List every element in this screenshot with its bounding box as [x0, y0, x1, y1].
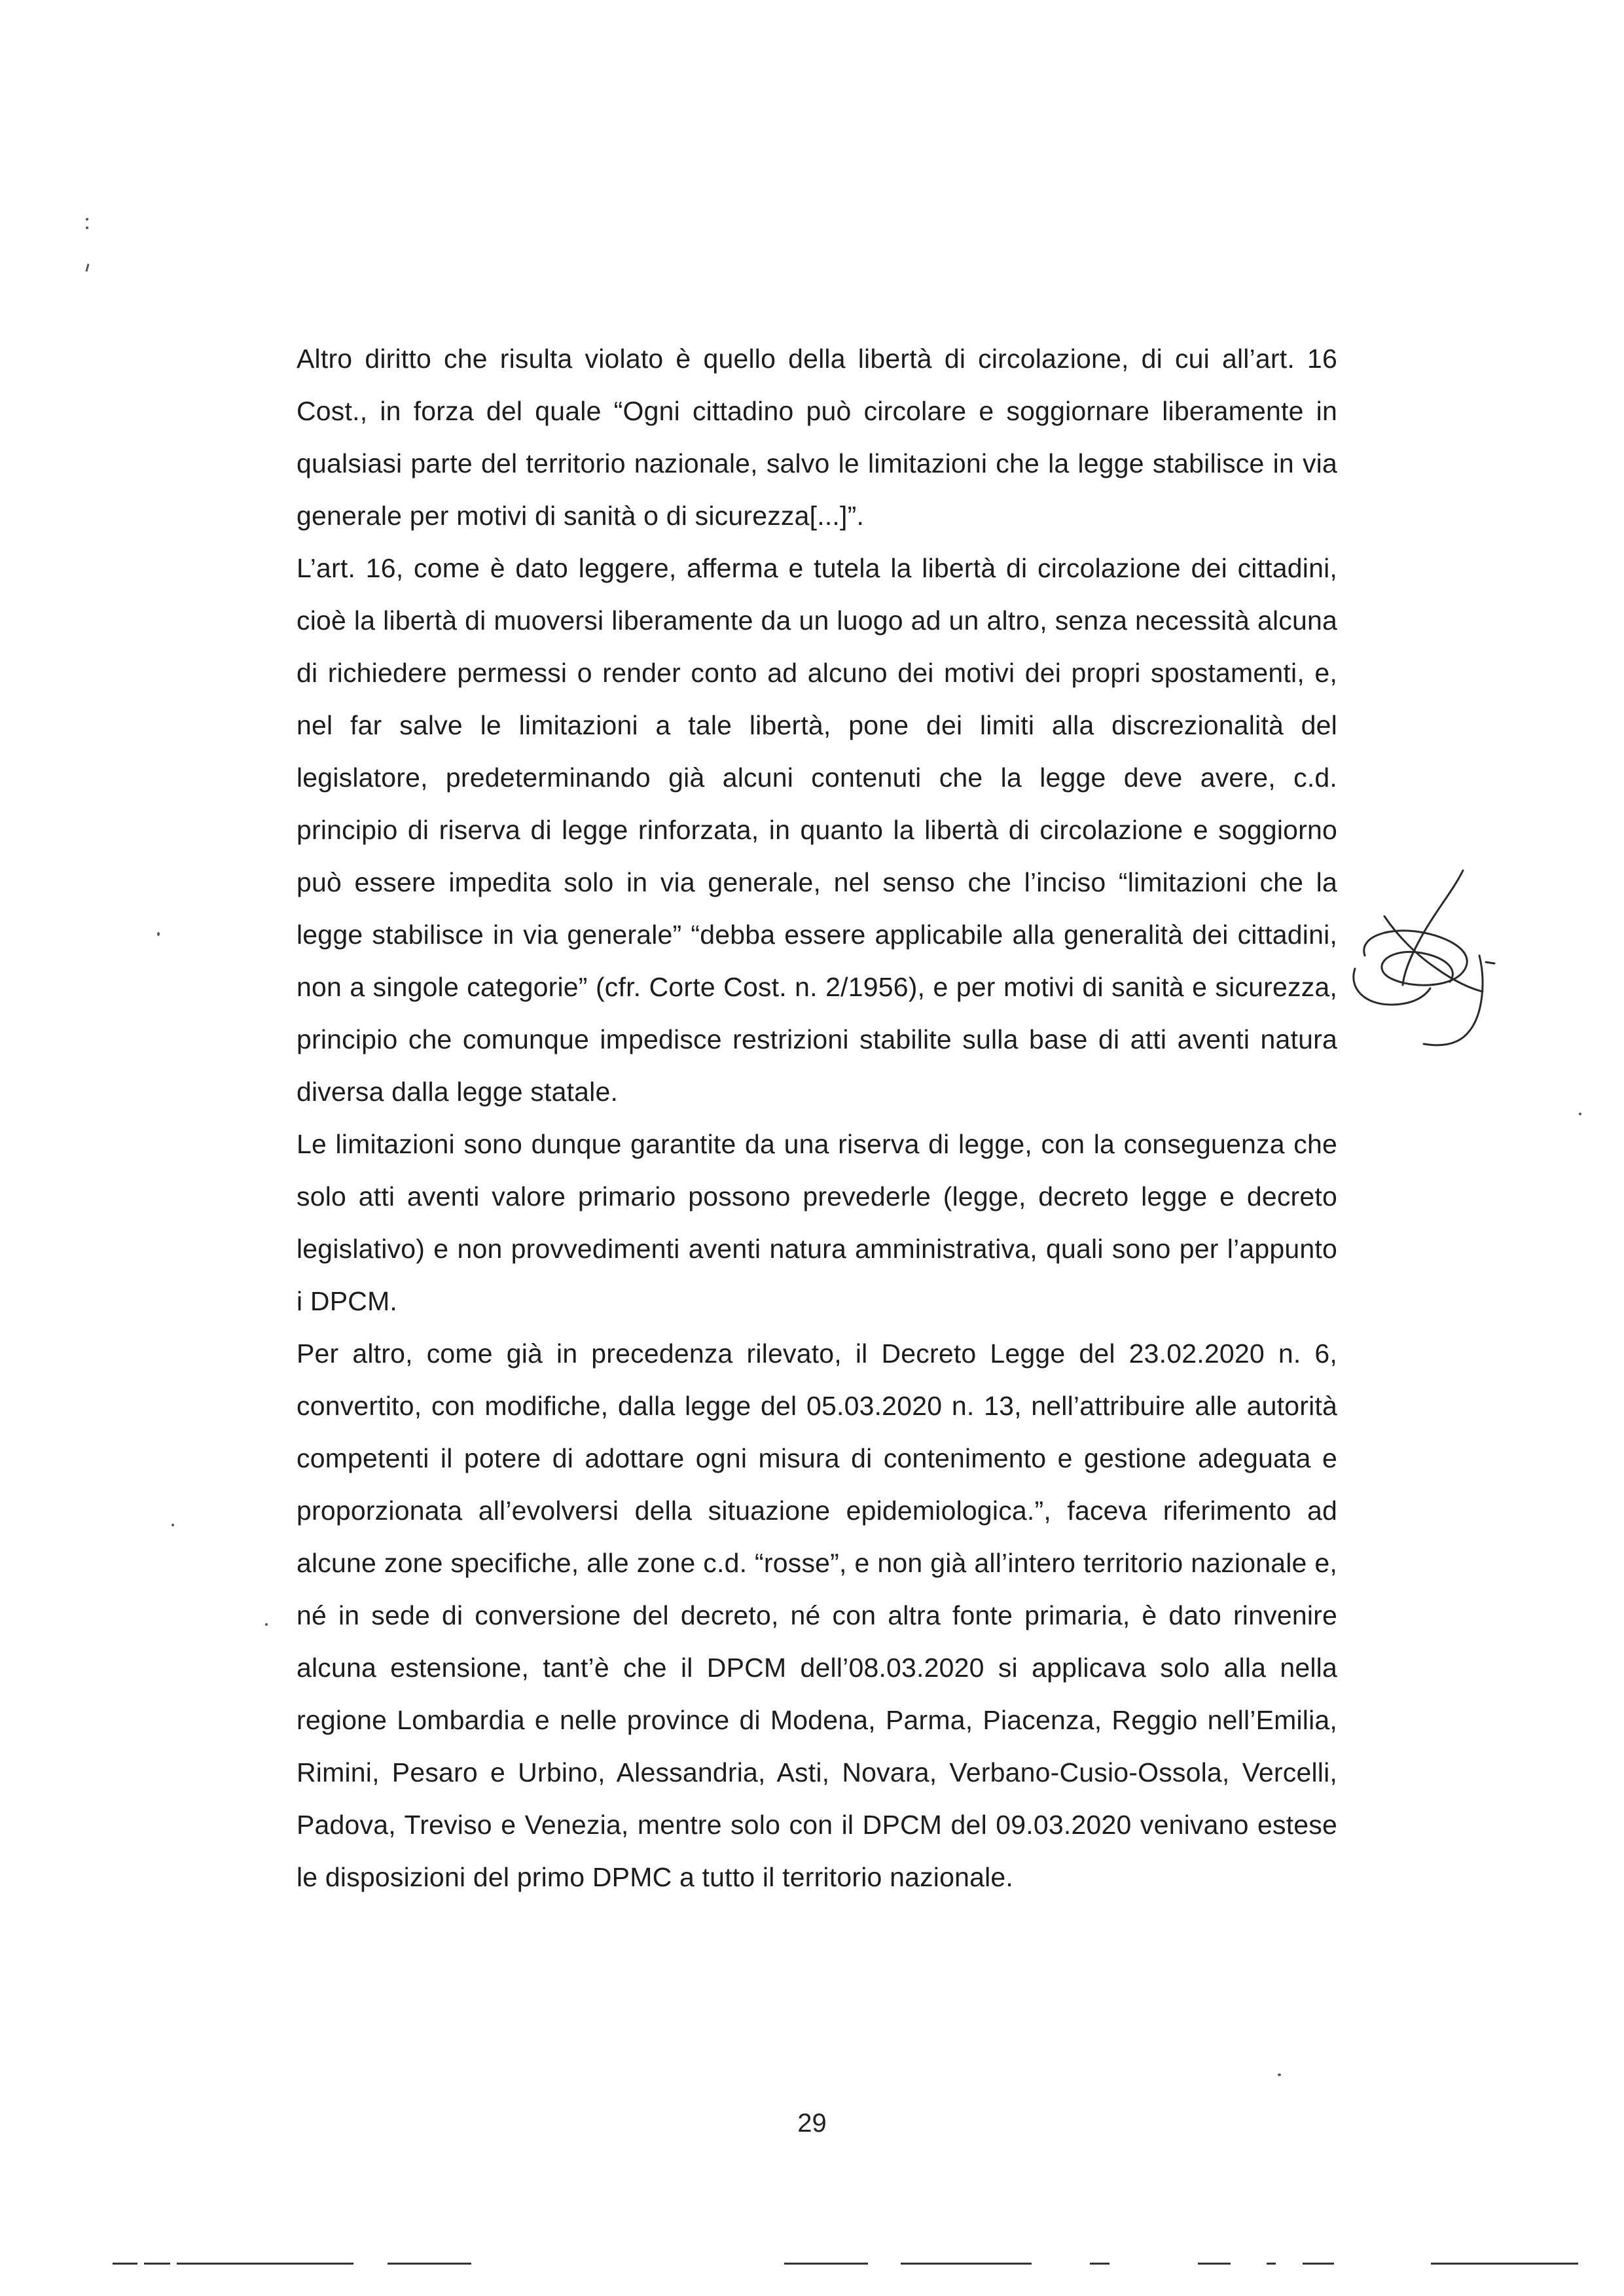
paragraph-3: Le limitazioni sono dunque garantite da una riserva di legge, con la conseguenza che solo atti aventi valore primario possono prevederle (legge, decreto legge e decreto legislativo) e non provvedimenti aventi natura amministrativa, quali sono per l’appunto i DPCM. [297, 1129, 1337, 1316]
scan-speck [265, 1623, 268, 1626]
footer-rule [784, 2263, 868, 2265]
footer-rule [1431, 2263, 1578, 2265]
page-number: 29 [797, 2109, 827, 2138]
scan-speck [171, 1524, 174, 1526]
scan-speck [85, 264, 89, 272]
footer-rule [1198, 2263, 1231, 2265]
scan-speck [157, 932, 160, 936]
footer-rule [1303, 2263, 1334, 2265]
scan-speck [1278, 2073, 1281, 2076]
footer-rule [901, 2263, 1032, 2265]
paragraph-1: Altro diritto che risulta violato è quello della libertà di circolazione, di cui all’art. 16 Cost., in forza del quale “Ogni cittadino può circolare e soggiornare liberamente in qualsiasi parte del territorio nazionale, salvo le limitazioni che la legge stabilisce in via generale per motivi di sanità o di sicurezza[...]”. [297, 344, 1337, 531]
paragraph-2: L’art. 16, come è dato leggere, afferma e tutela la libertà di circolazione dei cittadini, cioè la libertà di muoversi liberamente da un luogo ad un altro, senza necessità alcuna di richiedere permessi o render conto ad alcuno dei motivi dei propri spostamenti, e, nel far salve le limitazioni a tale libertà, pone dei limiti alla discrezionalità del legislatore, predeterminando già alcuni contenuti che la legge deve avere, c.d. principio di riserva di legge rinforzata, in quanto la libertà di circolazione e soggiorno può essere impedita solo in via generale, nel senso che l’inciso “limitazioni che la legge stabilisce in via generale” “debba essere applicabile alla generalità dei cittadini, non a singole categorie” (cfr. Corte Cost. n. 2/1956), e per motivi di sanità e sicurezza, principio che comunque impedisce restrizioni stabilite sulla base di atti aventi natura diversa dalla legge statale. [297, 553, 1337, 1107]
footer-rule [1090, 2263, 1110, 2265]
paragraph-4: Per altro, come già in precedenza rilevato, il Decreto Legge del 23.02.2020 n. 6, convertito, con modifiche, dalla legge del 05.03.2020 n. 13, nell’attribuire alle autorità competenti il potere di adottare ogni misura di contenimento e gestione adeguata e proporzionata all’evolversi della situazione epidemiologica.”, faceva riferimento ad alcune zone specifiche, alle zone c.d. “rosse”, e non già all’intero territorio nazionale e, né in sede di conversione del decreto, né con altra fonte primaria, è dato rinvenire alcuna estensione, tant’è che il DPCM dell’08.03.2020 si applicava solo alla nella regione Lombardia e nelle province di Modena, Parma, Piacenza, Reggio nell’Emilia, Rimini, Pesaro e Urbino, Alessandria, Asti, Novara, Verbano-Cusio-Ossola, Vercelli, Padova, Treviso e Venezia, mentre solo con il DPCM del 09.03.2020 venivano estese le disposizioni del primo DPMC a tutto il territorio nazionale. [297, 1338, 1337, 1892]
handwritten-signature-icon [1345, 864, 1509, 1060]
footer-rule [144, 2263, 170, 2265]
footer-rule [1267, 2263, 1276, 2265]
body-text [297, 332, 1337, 1903]
footer-rule [388, 2263, 471, 2265]
footer-rule [113, 2263, 137, 2265]
scan-speck [86, 218, 88, 221]
scan-speck [1579, 1113, 1581, 1115]
footer-rule [177, 2263, 353, 2265]
scan-speck [86, 226, 88, 229]
